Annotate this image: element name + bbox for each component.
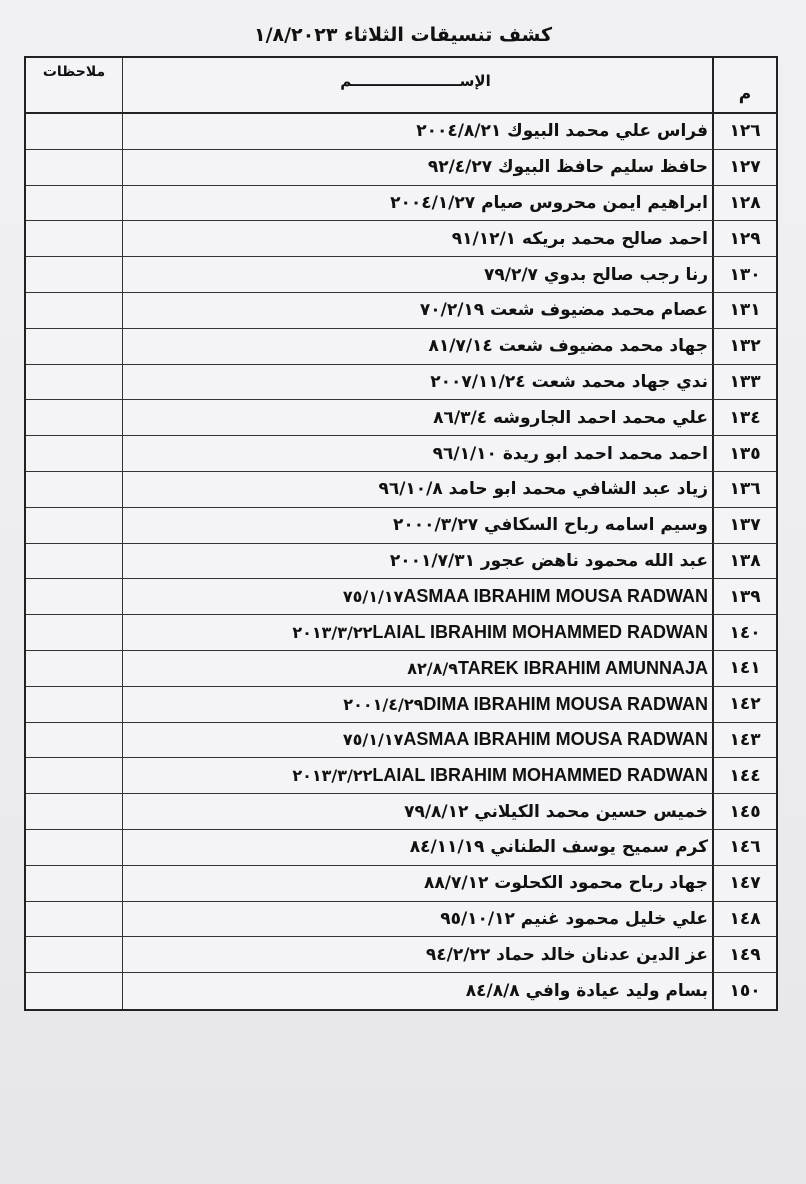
row-number: ١٣١: [712, 293, 776, 328]
row-notes: [26, 114, 122, 149]
row-name: [122, 758, 712, 793]
row-latin-name: LAIAL IBRAHIM MOHAMMED RADWAN: [372, 622, 708, 643]
row-name: بسام وليد عيادة وافي ٨٤/٨/٨: [122, 973, 712, 1009]
row-name: وسيم اسامه رباح السكافي ٢٠٠٠/٣/٢٧: [122, 508, 712, 543]
table-row: [26, 723, 776, 759]
row-date: ٨٢/٨/٩: [407, 658, 458, 678]
row-date: ٢٠١٣/٣/٢٢: [292, 623, 373, 643]
page-title: كشف تنسيقات الثلاثاء ١/٨/٢٠٢٣: [253, 24, 553, 46]
row-date: ٧٥/١/١٧: [342, 730, 404, 750]
row-latin-name: LAIAL IBRAHIM MOHAMMED RADWAN: [372, 765, 708, 786]
row-notes: [26, 508, 122, 543]
row-number: ١٢٩: [712, 221, 776, 256]
table-row: [26, 687, 776, 723]
row-number: ١٣٧: [712, 508, 776, 543]
row-name: علي خليل محمود غنيم ٩٥/١٠/١٢: [122, 902, 712, 937]
row-number: ١٢٧: [712, 150, 776, 185]
header-notes: ملاحظات: [42, 64, 106, 80]
row-latin-name: TAREK IBRAHIM AMUNNAJA: [458, 657, 708, 678]
row-number: ١٣٥: [712, 436, 776, 471]
row-number: ١٤٤: [712, 758, 776, 793]
header-name: الإســـــــــــــــــــــم: [122, 58, 712, 112]
row-notes: [26, 687, 122, 722]
row-number: ١٣٣: [712, 365, 776, 400]
table-row: [26, 293, 776, 329]
table-row: [26, 579, 776, 615]
row-notes: [26, 579, 122, 614]
row-number: ١٤٩: [712, 937, 776, 972]
table-row: [26, 758, 776, 794]
row-date: ٧٥/١/١٧: [342, 587, 404, 607]
table-row: [26, 221, 776, 257]
row-name: حافظ سليم حافظ البيوك ٩٢/٤/٢٧: [122, 150, 712, 185]
row-name-wrap: [292, 622, 708, 643]
row-notes: [26, 723, 122, 758]
row-name: رنا رجب صالح بدوي ٧٩/٢/٧: [122, 257, 712, 292]
row-name: علي محمد احمد الجاروشه ٨٦/٣/٤: [122, 400, 712, 435]
row-number: ١٣٤: [712, 400, 776, 435]
row-notes: [26, 293, 122, 328]
row-name: [122, 651, 712, 686]
row-name: عبد الله محمود ناهض عجور ٢٠٠١/٧/٣١: [122, 544, 712, 579]
row-notes: [26, 472, 122, 507]
table-row: [26, 508, 776, 544]
row-number: ١٣٠: [712, 257, 776, 292]
table-row: [26, 150, 776, 186]
row-number: ١٣٨: [712, 544, 776, 579]
table-row: [26, 794, 776, 830]
row-name: [122, 579, 712, 614]
table-row: [26, 186, 776, 222]
row-name-wrap: [343, 586, 708, 607]
row-name: احمد صالح محمد بريكه ٩١/١٢/١: [122, 221, 712, 256]
table-row: [26, 257, 776, 293]
row-notes: [26, 365, 122, 400]
row-name-wrap: [292, 765, 708, 786]
row-number: ١٤١: [712, 651, 776, 686]
row-notes: [26, 436, 122, 471]
row-number: ١٥٠: [712, 973, 776, 1009]
row-notes: [26, 329, 122, 364]
row-number: ١٤٨: [712, 902, 776, 937]
row-number: ١٤٧: [712, 866, 776, 901]
row-name: زياد عبد الشافي محمد ابو حامد ٩٦/١٠/٨: [122, 472, 712, 507]
row-number: ١٤٢: [712, 687, 776, 722]
row-notes: [26, 794, 122, 829]
table-body: [26, 114, 776, 1009]
table-row: [26, 365, 776, 401]
row-name: عصام محمد مضيوف شعت ٧٠/٢/١٩: [122, 293, 712, 328]
row-name: [122, 687, 712, 722]
table-row: [26, 902, 776, 938]
row-notes: [26, 937, 122, 972]
row-name: جهاد رباح محمود الكحلوت ٨٨/٧/١٢: [122, 866, 712, 901]
row-name: ابراهيم ايمن محروس صيام ٢٠٠٤/١/٢٧: [122, 186, 712, 221]
row-notes: [26, 758, 122, 793]
row-name: جهاد محمد مضيوف شعت ٨١/٧/١٤: [122, 329, 712, 364]
table-row: [26, 615, 776, 651]
header-number: م: [712, 58, 776, 112]
row-latin-name: ASMAA IBRAHIM MOUSA RADWAN: [403, 586, 708, 607]
table-header: [26, 58, 776, 114]
row-number: ١٣٢: [712, 329, 776, 364]
table-row: [26, 472, 776, 508]
row-name: كرم سميح يوسف الطناني ٨٤/١١/١٩: [122, 830, 712, 865]
row-latin-name: DIMA IBRAHIM MOUSA RADWAN: [423, 693, 708, 714]
row-name-wrap: [343, 729, 708, 750]
row-notes: [26, 651, 122, 686]
table-row: [26, 544, 776, 580]
row-name: ندي جهاد محمد شعت ٢٠٠٧/١١/٢٤: [122, 365, 712, 400]
row-notes: [26, 221, 122, 256]
row-name: احمد محمد احمد ابو ريدة ٩٦/١/١٠: [122, 436, 712, 471]
row-latin-name: ASMAA IBRAHIM MOUSA RADWAN: [403, 729, 708, 750]
table-row: [26, 866, 776, 902]
row-number: ١٣٩: [712, 579, 776, 614]
row-number: ١٤٦: [712, 830, 776, 865]
row-number: ١٤٠: [712, 615, 776, 650]
row-name: فراس علي محمد البيوك ٢٠٠٤/٨/٢١: [122, 114, 712, 149]
row-notes: [26, 615, 122, 650]
row-name-wrap: [407, 658, 708, 679]
row-name: خميس حسين محمد الكيلاني ٧٩/٨/١٢: [122, 794, 712, 829]
row-number: ١٢٦: [712, 114, 776, 149]
table-row: [26, 937, 776, 973]
row-notes: [26, 830, 122, 865]
table-row: [26, 436, 776, 472]
row-name-wrap: [343, 694, 708, 715]
table-row: [26, 400, 776, 436]
row-number: ١٣٦: [712, 472, 776, 507]
row-name: عز الدين عدنان خالد حماد ٩٤/٢/٢٢: [122, 937, 712, 972]
row-notes: [26, 186, 122, 221]
row-notes: [26, 902, 122, 937]
row-name: [122, 615, 712, 650]
row-notes: [26, 400, 122, 435]
table-row: [26, 651, 776, 687]
row-notes: [26, 150, 122, 185]
row-number: ١٤٥: [712, 794, 776, 829]
row-notes: [26, 257, 122, 292]
row-date: ٢٠١٣/٣/٢٢: [292, 766, 373, 786]
names-table: [24, 56, 778, 1011]
table-row: [26, 329, 776, 365]
row-number: ١٢٨: [712, 186, 776, 221]
table-row: [26, 973, 776, 1009]
row-notes: [26, 866, 122, 901]
row-date: ٢٠٠١/٤/٢٩: [343, 694, 424, 714]
row-number: ١٤٣: [712, 723, 776, 758]
table-row: [26, 114, 776, 150]
row-notes: [26, 544, 122, 579]
row-name: [122, 723, 712, 758]
row-notes: [26, 973, 122, 1009]
table-row: [26, 830, 776, 866]
